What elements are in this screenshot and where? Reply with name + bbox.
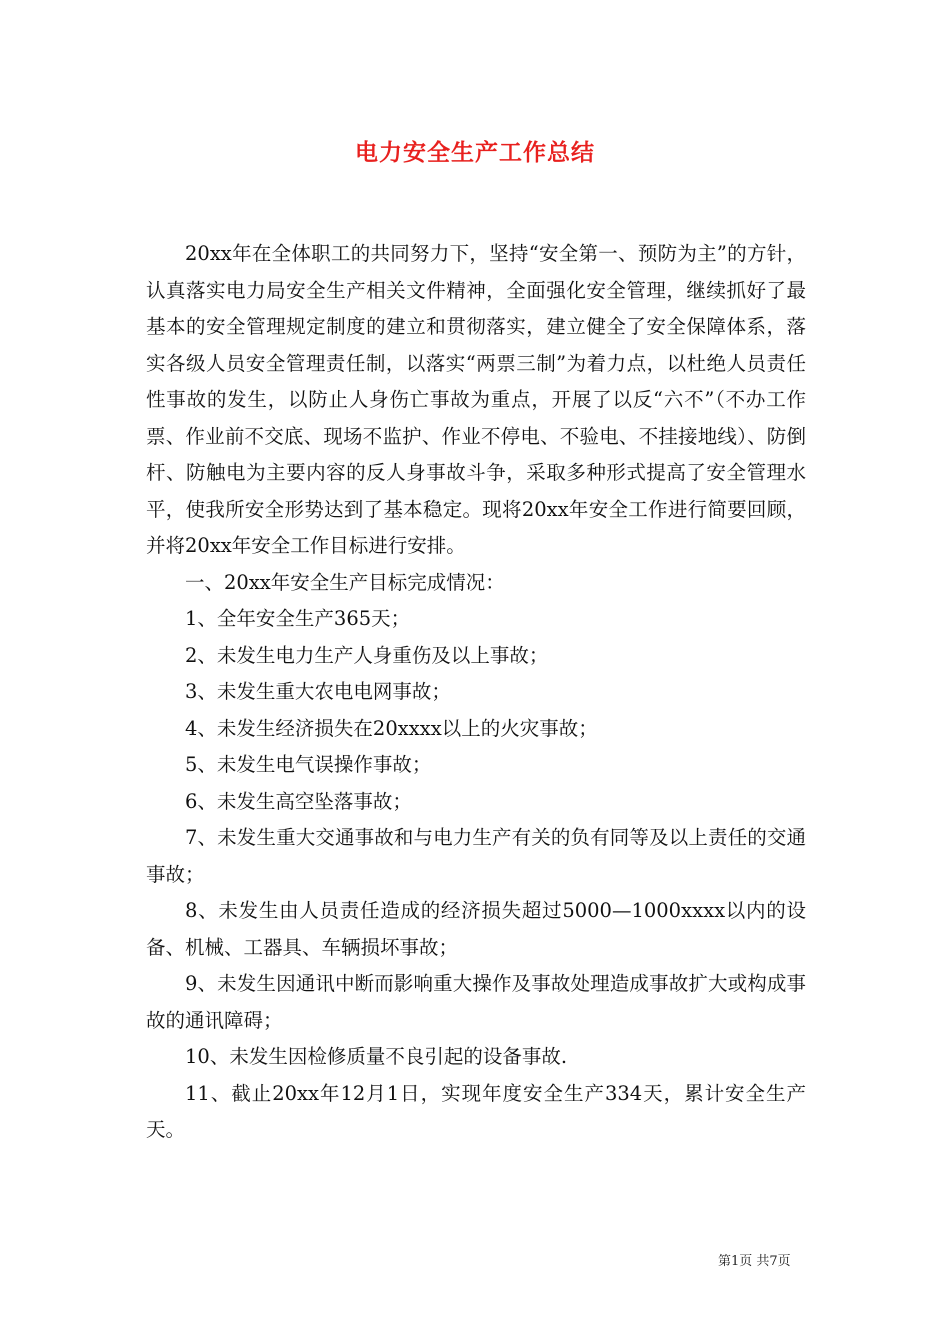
list-item: 1、全年安全生产365天； xyxy=(185,607,411,630)
list-item: 11、截止20xx年12月1日，实现年度安全生产334天，累计安全生产天。 xyxy=(146,1081,806,1141)
list-item: 5、未发生电气误操作事故； xyxy=(185,753,432,776)
list-item: 4、未发生经济损失在20xxxx以上的火灾事故； xyxy=(185,716,598,740)
list-item: 9、未发生因通讯中断而影响重大操作及事故处理造成事故扩大或构成事故的通讯障碍； xyxy=(146,972,806,1032)
page-number: 第1页 共7页 xyxy=(718,1254,791,1269)
list-item: 7、未发生重大交通事故和与电力生产有关的负有同等及以上责任的交通事故； xyxy=(146,826,806,886)
list-item: 10、未发生因检修质量不良引起的设备事故. xyxy=(185,1045,568,1068)
section-heading: 一、20xx年安全生产目标完成情况： xyxy=(185,570,505,594)
document-body xyxy=(146,236,806,1149)
list-item: 2、未发生电力生产人身重伤及以上事故； xyxy=(185,643,549,667)
list-item: 3、未发生重大农电电网事故； xyxy=(185,680,451,703)
document-title: 电力安全生产工作总结 xyxy=(355,140,595,166)
intro-paragraph: 20xx年在全体职工的共同努力下，坚持“安全第一、预防为主”的方针，认真落实电力局安全生产相关文件精神，全面强化安全管理，继续抓好了最基本的安全管理规定制度的建立和贯彻落实，建立健全了安全保障体系，落实各级人员安全管理责任制，以落实“两票三制”为着力点，以杜绝人员责任性事故的发生，以防止人身伤亡事故为重点，开展了以反“六不”（不办工作票、作业前不交底、现场不监护、作业不停电、不验电、不挂接地线）、防倒杆、防触电为主要内容的反人身事故斗争，采取多种形式提高了安全管理水平，使我所安全形势达到了基本稳定。现将20xx年安全工作进行简要回顾，并将20xx年安全工作目标进行安排。 xyxy=(146,242,806,557)
list-item: 8、未发生由人员责任造成的经济损失超过5000—1000xxxx以内的设备、机械、工器具、车辆损坏事故； xyxy=(146,899,806,959)
list-item: 6、未发生高空坠落事故； xyxy=(185,789,412,813)
